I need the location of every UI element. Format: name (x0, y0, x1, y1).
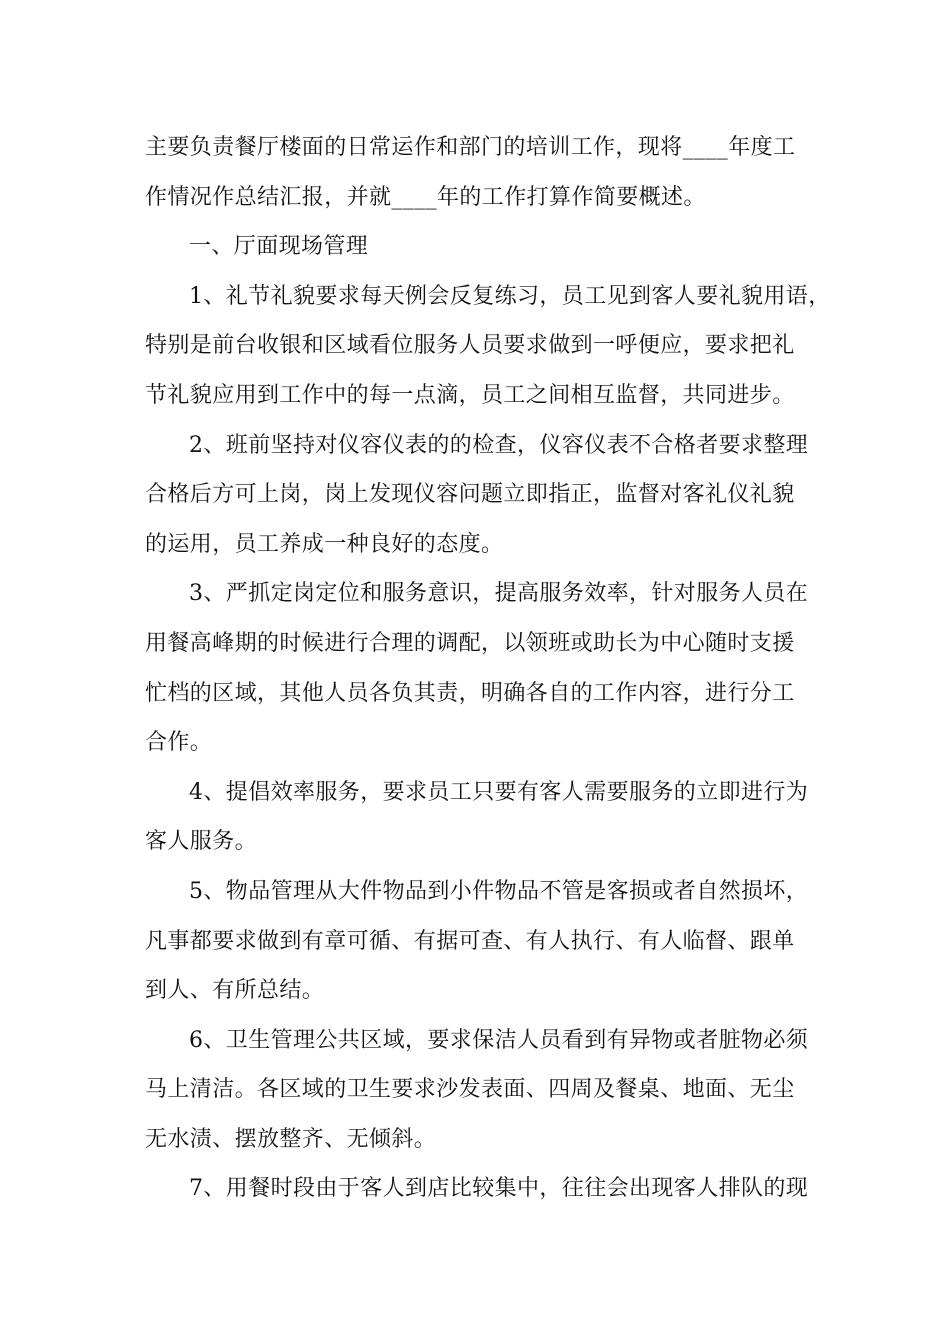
paragraph-line: 马上清洁。各区域的卫生要求沙发表面、四周及餐桌、地面、无尘 (145, 1077, 795, 1103)
paragraph-line: 客人服务。 (145, 829, 258, 855)
section-heading: 一、厅面现场管理 (189, 234, 369, 260)
document-body (145, 123, 831, 1214)
paragraph-line: 作情况作总结汇报，并就____年的工作打算作简要概述。 (145, 184, 706, 210)
paragraph-line: 合格后方可上岗，岗上发现仪容问题立即指正，监督对客礼仪礼貌 (145, 482, 795, 508)
paragraph-line: 用餐高峰期的时候进行合理的调配，以领班或助长为中心随时支援 (145, 630, 795, 656)
paragraph-line: 特别是前台收银和区域看位服务人员要求做到一呼便应，要求把礼 (145, 333, 795, 359)
paragraph-line: 无水渍、摆放整齐、无倾斜。 (145, 1126, 437, 1152)
paragraph-line: 1、礼节礼貌要求每天例会反复练习，员工见到客人要礼貌用语， (189, 283, 831, 309)
paragraph-line: 2、班前坚持对仪容仪表的的检查，仪容仪表不合格者要求整理 (189, 432, 809, 458)
paragraph-line: 节礼貌应用到工作中的每一点滴，员工之间相互监督，共同进步。 (145, 382, 795, 408)
paragraph-line: 5、物品管理从大件物品到小件物品不管是客损或者自然损坏， (189, 878, 809, 904)
paragraph-line: 忙档的区域，其他人员各负其责，明确各自的工作内容，进行分工 (145, 680, 795, 706)
paragraph-line: 主要负责餐厅楼面的日常运作和部门的培训工作，现将____年度工 (145, 135, 796, 160)
paragraph-line: 7、用餐时段由于客人到店比较集中，往往会出现客人排队的现 (189, 1176, 809, 1202)
paragraph-line: 凡事都要求做到有章可循、有据可查、有人执行、有人临督、跟单 (145, 928, 795, 954)
paragraph-line: 合作。 (145, 730, 213, 756)
paragraph-line: 6、卫生管理公共区域，要求保洁人员看到有异物或者脏物必须 (189, 1027, 809, 1053)
paragraph-line: 到人、有所总结。 (145, 978, 325, 1004)
paragraph-line: 4、提倡效率服务，要求员工只要有客人需要服务的立即进行为 (189, 779, 809, 805)
paragraph-line: 的运用，员工养成一种良好的态度。 (145, 531, 504, 557)
paragraph-line: 3、严抓定岗定位和服务意识，提高服务效率，针对服务人员在 (189, 581, 809, 607)
